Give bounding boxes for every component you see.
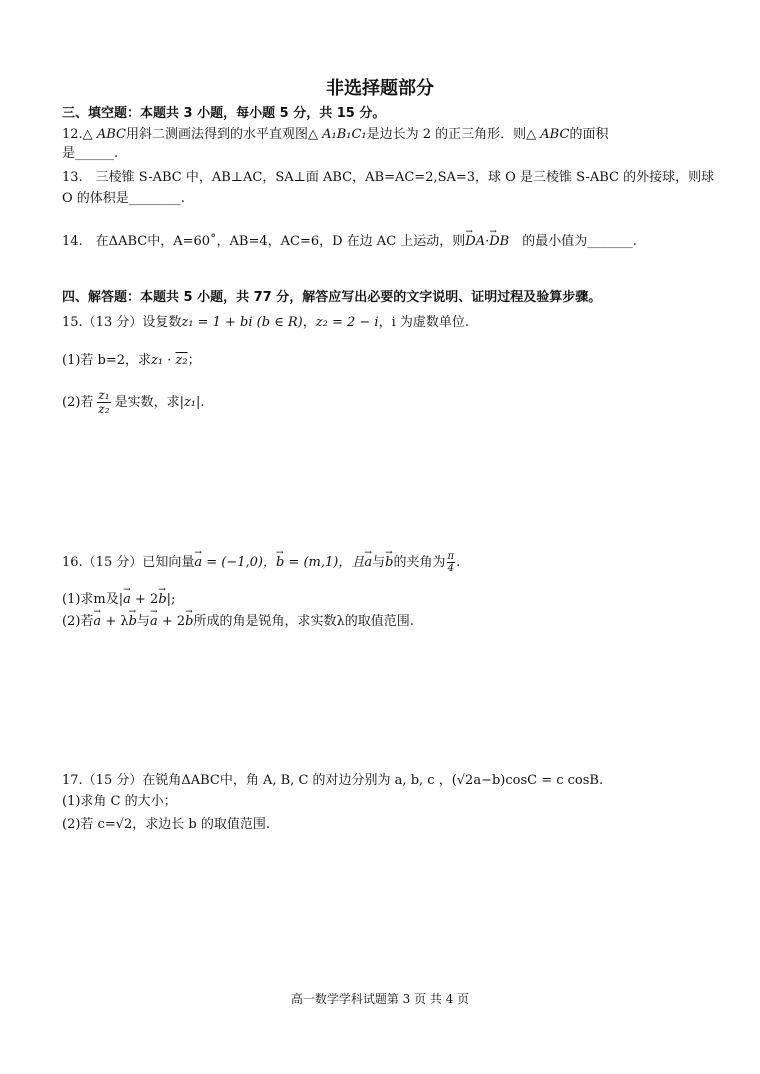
q16-part-2: (2)若→ a + λ→ b与→ a + 2→ b所成的角是锐角，求实数λ的取值范围.	[62, 613, 414, 631]
q13-line-1: 13. 三棱锥 S-ABC 中，AB⊥AC，SA⊥面 ABC，AB=AC=2,SA=3，球 O 是三棱锥 S-ABC 的外接球，则球	[62, 170, 715, 185]
q15-part-2: (2)若 $\frac{\text{z₁}}{\text{z₂}}$ 是实数，求|z₁|.	[62, 388, 205, 416]
q17-part-2: (2)若 c=√2，求边长 b 的取值范围.	[62, 817, 270, 832]
q16-part-1: (1)求m及|→ a + 2→ b|;	[62, 591, 175, 609]
q15-part-1: (1)若 b=2，求z₁ · z₂；	[62, 353, 201, 368]
q17-line-1: 17.（15 分）在锐角ΔABC中，角 A, B, C 的对边分别为 a, b, c ，(√2a−b)cosC = c cosB.	[62, 773, 604, 788]
page-footer: 高一数学学科试题第 3 页 共 4 页	[290, 992, 470, 1006]
fraction-pi-over-4: $\frac{\pi}{4}$	[447, 551, 455, 574]
q16-intro: 16.（15 分）已知向量→ a = (−1,0)，→ b = (m,1)，且→ a与→ b的夹角为 $\frac{\pi}{4}$ .	[62, 548, 460, 578]
q12-line-1: 12.△ ABC用斜二测画法得到的水平直观图△ A₁B₁C₁是边长为 2 的正三角形．则△ ABC的面积	[62, 127, 609, 142]
q14-line: 14. 在ΔABC中，A=60˚，AB=4，AC=6，D 在边 AC 上运动，则→ DA·→ DB 的最小值为_______.	[62, 233, 637, 251]
fraction-z1-over-z2: $\frac{\text{z₁}}{\text{z₂}}$	[98, 388, 110, 416]
q12-line-2: 是______.	[62, 146, 119, 161]
q15-intro: 15.（13 分）设复数z₁ = 1 + bi (b ∈ R)，z₂ = 2 − i，i 为虚数单位.	[62, 315, 470, 330]
page-title: 非选择题部分	[326, 78, 434, 99]
section-3-heading: 三、填空题：本题共 3 小题，每小题 5 分，共 15 分。	[62, 106, 386, 121]
q17-part-1: (1)求角 C 的大小；	[62, 794, 177, 809]
q13-line-2: O 的体积是________.	[62, 191, 185, 206]
section-4-heading: 四、解答题：本题共 5 小题，共 77 分，解答应写出必要的文字说明、证明过程及验算步骤。	[62, 290, 602, 305]
